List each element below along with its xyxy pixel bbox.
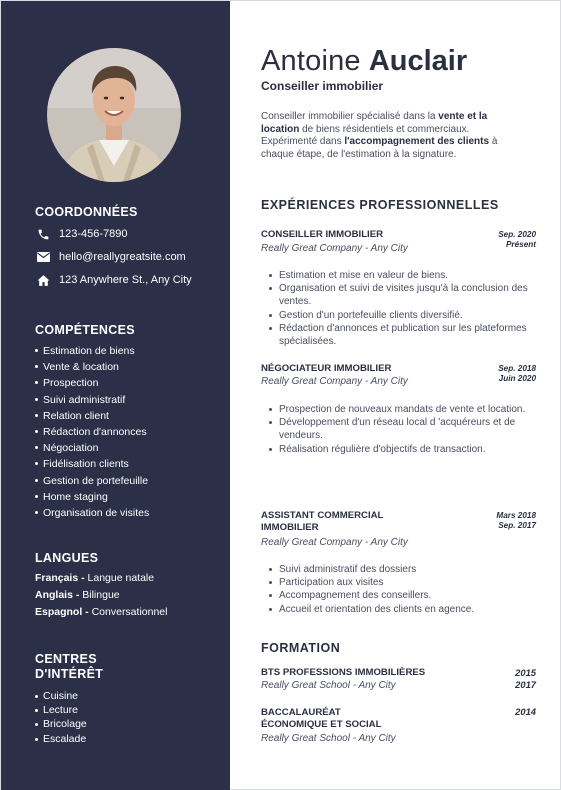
interest-item: Cuisine: [35, 689, 87, 703]
skill-item: Estimation de biens: [35, 343, 149, 359]
education-date: 2014: [515, 706, 536, 717]
language-name: Anglais -: [35, 589, 80, 601]
skill-item: Gestion de portefeuille: [35, 473, 149, 489]
bullet-item: Participation aux visites: [269, 576, 531, 589]
skill-item: Organisation de visites: [35, 505, 149, 521]
bullet-item: Estimation et mise en valeur de biens.: [269, 269, 531, 282]
bullet-item: Développement d'un réseau local d 'acquéreurs et de vendeurs.: [269, 416, 531, 442]
job-role: Conseiller immobilier: [261, 79, 384, 93]
education-school: Really Great School - Any City: [261, 680, 396, 691]
language-level: Bilingue: [79, 589, 120, 601]
language-level: Conversationnel: [88, 606, 168, 618]
job-company: Really Great Company - Any City: [261, 537, 408, 548]
education-title: BACCALAURÉAT ÉCONOMIQUE ET SOCIAL: [261, 707, 382, 730]
home-icon: [35, 273, 51, 287]
skill-item: Relation client: [35, 408, 149, 424]
sidebar: [1, 1, 230, 790]
contact-email: [35, 250, 186, 264]
interests-list: [35, 689, 87, 746]
postal-address: 123 Anywhere St., Any City: [59, 274, 192, 286]
skills-list: [35, 343, 149, 521]
job-company: Really Great Company - Any City: [261, 243, 408, 254]
bullet-item: Réalisation régulière d'objectifs de transaction.: [269, 443, 531, 456]
skills-heading: COMPÉTENCES: [35, 323, 135, 337]
language-item: [35, 604, 167, 621]
language-name: Espagnol -: [35, 606, 89, 618]
contact-heading: COORDONNÉES: [35, 205, 138, 219]
skill-item: Vente & location: [35, 359, 149, 375]
languages-list: [35, 570, 167, 621]
languages-heading: LANGUES: [35, 551, 99, 565]
skill-item: Suivi administratif: [35, 392, 149, 408]
summary-text: à chaque étape, de l'estimation à la signature.: [261, 136, 498, 160]
last-name: Auclair: [368, 45, 468, 77]
interest-item: Escalade: [35, 732, 87, 746]
bullet-item: Accueil et orientation des clients en agence.: [269, 603, 531, 616]
language-item: [35, 570, 167, 587]
bullet-item: Prospection de nouveaux mandats de vente et location.: [269, 403, 531, 416]
job-title: ASSISTANT COMMERCIAL IMMOBILIER: [261, 510, 384, 533]
education-title: BTS PROFESSIONS IMMOBILIÈRES: [261, 667, 426, 678]
job-date: Sep. 2020 Présent: [498, 230, 536, 249]
skill-item: Home staging: [35, 489, 149, 505]
skill-item: Négociation: [35, 440, 149, 456]
summary-highlight: l'accompagnement des clients: [344, 136, 490, 148]
job-bullets: [269, 269, 531, 348]
profile-photo: [47, 48, 181, 182]
phone-number[interactable]: 123-456-7890: [59, 228, 128, 240]
job-company: Really Great Company - Any City: [261, 376, 408, 387]
job-title: NÉGOCIATEUR IMMOBILIER: [261, 363, 392, 374]
profile-summary: [261, 111, 511, 161]
interest-item: Lecture: [35, 703, 87, 717]
contact-phone: [35, 227, 128, 241]
job-bullets: [269, 563, 531, 616]
skill-item: Prospection: [35, 375, 149, 391]
job-bullets: [269, 403, 531, 456]
education-heading: FORMATION: [261, 641, 341, 655]
interest-item: Bricolage: [35, 717, 87, 731]
education-date: 2015 2017: [515, 667, 536, 690]
skill-item: Fidélisation clients: [35, 456, 149, 472]
bullet-item: Rédaction d'annonces et publication sur les plateformes spécialisées.: [269, 322, 531, 348]
phone-icon: [35, 227, 51, 241]
contact-address: [35, 273, 192, 287]
portrait-image: [47, 48, 181, 182]
interests-heading: CENTRES D'INTÉRÊT: [35, 652, 104, 681]
language-level: Langue natale: [84, 572, 155, 584]
experience-heading: EXPÉRIENCES PROFESSIONNELLES: [261, 198, 499, 212]
language-item: [35, 587, 167, 604]
email-address[interactable]: hello@reallygreatsite.com: [59, 251, 186, 263]
bullet-item: Accompagnement des conseillers.: [269, 589, 531, 602]
bullet-item: Gestion d'un portefeuille clients diversifié.: [269, 309, 531, 322]
summary-text: de biens résidentiels et commerciaux. Expérimenté dans: [261, 123, 470, 148]
summary-highlight: vente et la location: [261, 111, 488, 135]
bullet-item: Organisation et suivi de visites jusqu'à la conclusion des ventes.: [269, 282, 531, 308]
education-school: Really Great School - Any City: [261, 733, 396, 744]
language-name: Français -: [35, 572, 85, 584]
job-date: Sep. 2018 Juin 2020: [498, 364, 536, 383]
first-name: Antoine: [261, 45, 361, 77]
skill-item: Rédaction d'annonces: [35, 424, 149, 440]
job-date: Mars 2018 Sep. 2017: [496, 511, 536, 530]
full-name: [261, 45, 467, 77]
job-title: CONSEILLER IMMOBILIER: [261, 229, 384, 240]
mail-icon: [35, 250, 51, 264]
summary-text: Conseiller immobilier spécialisé dans la: [261, 111, 439, 122]
bullet-item: Suivi administratif des dossiers: [269, 563, 531, 576]
